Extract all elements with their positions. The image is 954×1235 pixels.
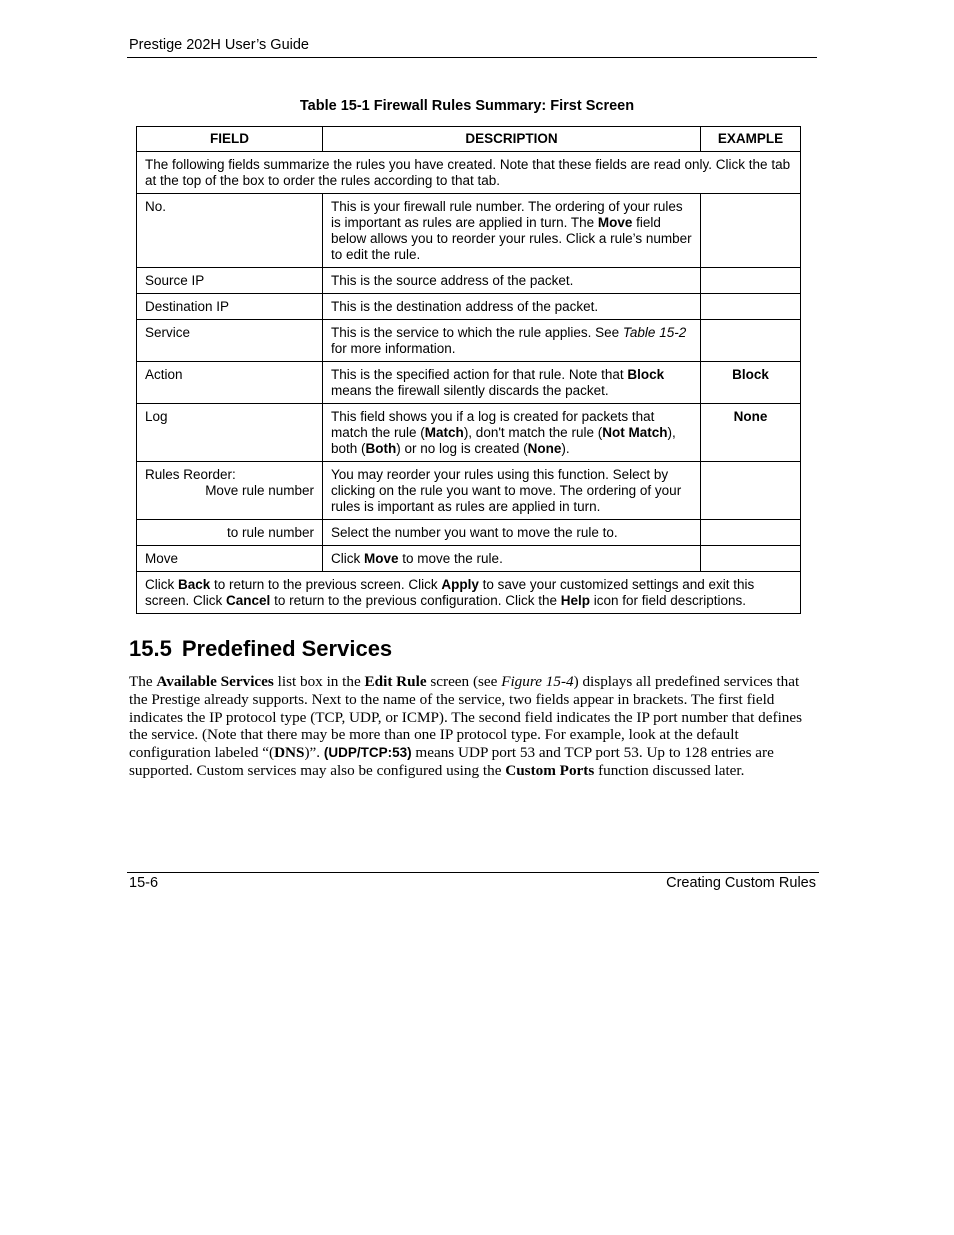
field-cell: Destination IP <box>137 294 323 320</box>
description-cell: This is the specified action for that rule. Note that Block means the firewall silently discards the packet. <box>323 362 701 404</box>
field-cell: Log <box>137 404 323 462</box>
field-cell: No. <box>137 194 323 268</box>
column-header-field: FIELD <box>137 127 323 152</box>
table-row-move <box>137 546 801 572</box>
example-cell <box>701 462 801 520</box>
section-title: Predefined Services <box>181 636 393 661</box>
description-cell: This is the destination address of the packet. <box>323 294 701 320</box>
page-number: 15-6 <box>129 875 159 891</box>
example-cell <box>701 294 801 320</box>
table-row-intro <box>137 152 801 194</box>
table-caption: Table 15-1 Firewall Rules Summary: First Screen <box>299 98 635 114</box>
table-row-action <box>137 362 801 404</box>
description-cell: This is the service to which the rule applies. See Table 15-2 for more information. <box>323 320 701 362</box>
section-number: 15.5 <box>129 636 172 661</box>
column-header-example: EXAMPLE <box>701 127 801 152</box>
body-paragraph: The Available Services list box in the Edit Rule screen (see Figure 15-4) displays all predefined services that the Prestige already supports. Next to the name of the service, two fields appear in brackets. The first field indicates the IP protocol type (TCP, UDP, or ICMP). The second field indicates the IP port number that defines the service. (Note that there may be more than one IP protocol type. For example, look at the default configuration labeled “(DNS)”. (UDP/TCP:53) means UDP port 53 and TCP port 53. Up to 128 entries are supported. Custom services may also be configured using the Custom Ports function discussed later. <box>129 673 803 779</box>
example-cell: Block <box>701 362 801 404</box>
table-row-source-ip <box>137 268 801 294</box>
description-cell: Click Move to move the rule. <box>323 546 701 572</box>
firewall-rules-table <box>136 126 801 614</box>
description-cell: This is the source address of the packet. <box>323 268 701 294</box>
running-header: Prestige 202H User’s Guide <box>129 37 309 53</box>
example-cell <box>701 268 801 294</box>
example-cell <box>701 520 801 546</box>
table-row-log <box>137 404 801 462</box>
field-cell: Source IP <box>137 268 323 294</box>
outro-cell: Click Back to return to the previous screen. Click Apply to save your customized settings and exit this screen. Click Cancel to return to the previous configuration. Click the Help icon for field descriptions. <box>137 572 801 614</box>
description-cell: You may reorder your rules using this function. Select by clicking on the rule you want to move. The ordering of your rules is important as rules are applied in turn. <box>323 462 701 520</box>
description-cell: This is your firewall rule number. The ordering of your rules is important as rules are applied in turn. The Move field below allows you to reorder your rules. Click a rule’s number to edit the rule. <box>323 194 701 268</box>
intro-cell: The following fields summarize the rules you have created. Note that these fields are read only. Click the tab at the top of the box to order the rules according to that tab. <box>137 152 801 194</box>
table-header-row <box>137 127 801 152</box>
subfield-label: Move rule number <box>205 483 314 498</box>
table-row-to-rule-number <box>137 520 801 546</box>
column-header-description: DESCRIPTION <box>323 127 701 152</box>
section-heading <box>129 636 392 662</box>
example-cell <box>701 320 801 362</box>
example-cell <box>701 546 801 572</box>
footer-divider <box>127 872 819 873</box>
field-cell: Service <box>137 320 323 362</box>
field-cell <box>137 462 323 520</box>
example-cell: None <box>701 404 801 462</box>
table-row-no <box>137 194 801 268</box>
field-label: Rules Reorder: <box>145 467 236 482</box>
field-cell: Move <box>137 546 323 572</box>
table-row-destination-ip <box>137 294 801 320</box>
header-divider <box>127 57 817 58</box>
table-row-service <box>137 320 801 362</box>
chapter-title: Creating Custom Rules <box>666 875 816 891</box>
field-cell: to rule number <box>137 520 323 546</box>
table-row-outro <box>137 572 801 614</box>
table-row-rules-reorder <box>137 462 801 520</box>
description-cell: This field shows you if a log is created for packets that match the rule (Match), don't match the rule (Not Match), both (Both) or no log is created (None). <box>323 404 701 462</box>
field-cell: Action <box>137 362 323 404</box>
example-cell <box>701 194 801 268</box>
description-cell: Select the number you want to move the rule to. <box>323 520 701 546</box>
